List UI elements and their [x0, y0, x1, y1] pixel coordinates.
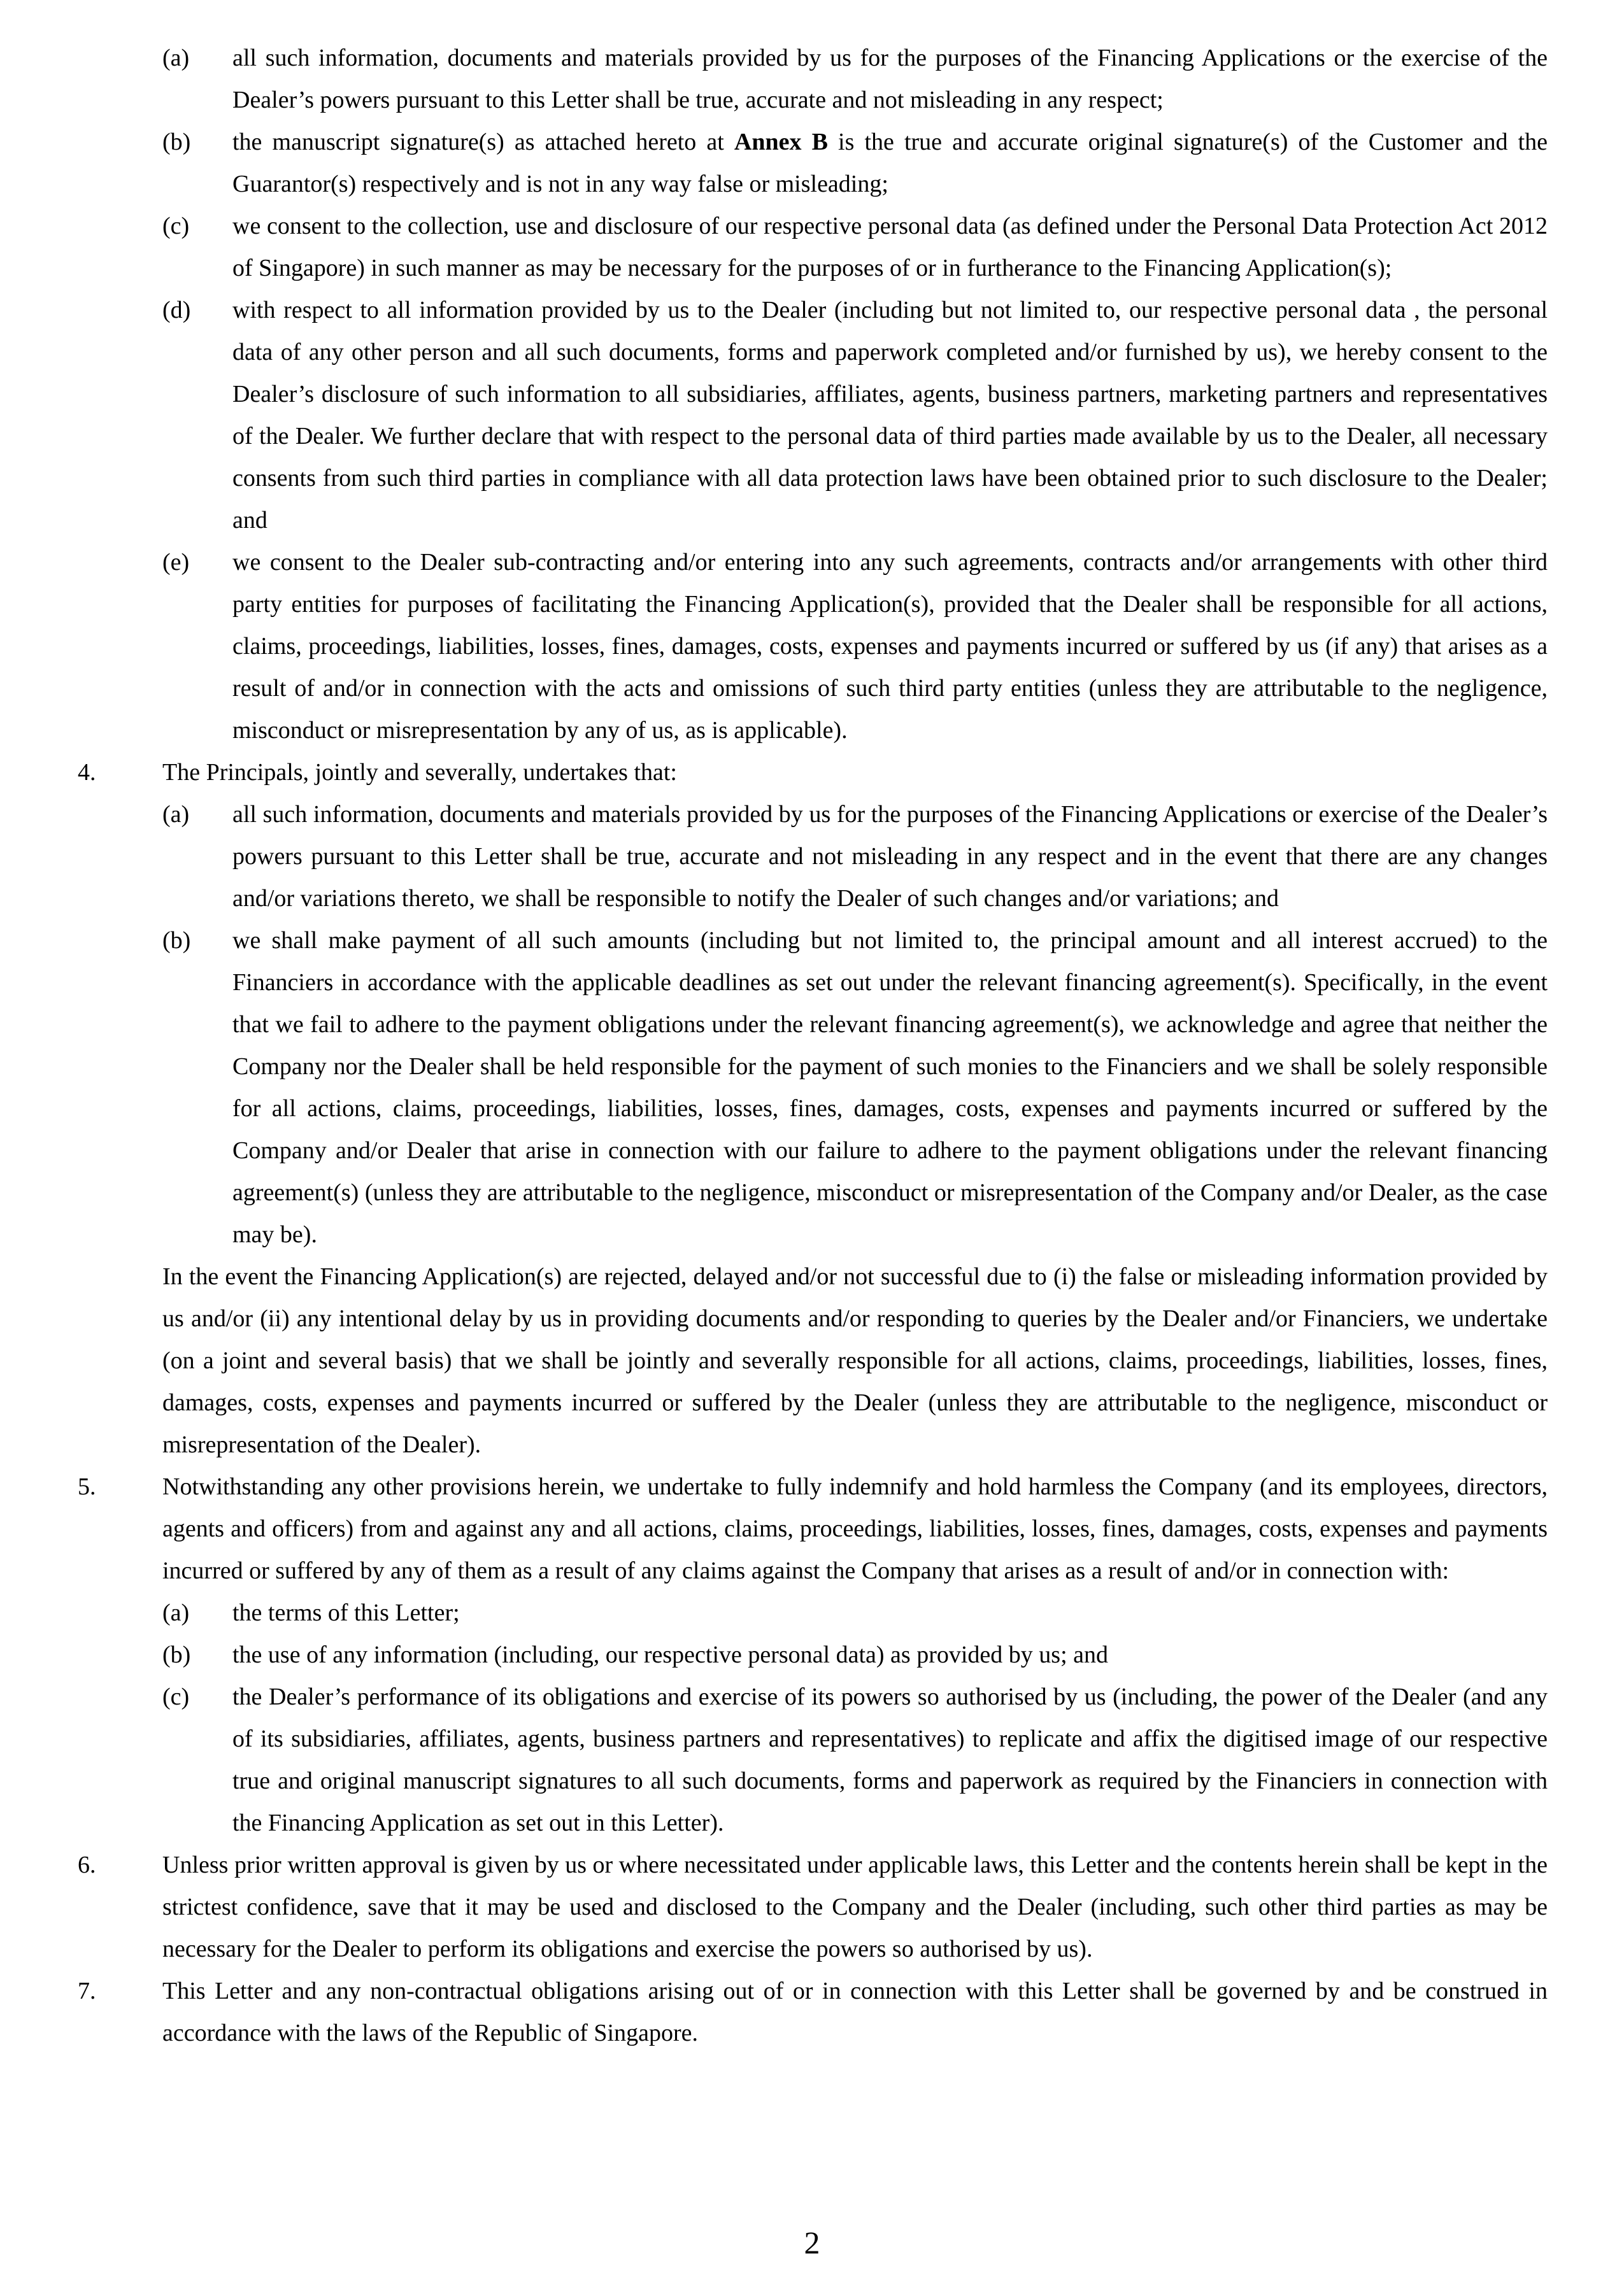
- item-text: with respect to all information provided by us to the Dealer (including but not limited to, our respective personal data , the personal data of any other person and all such documents, forms and paperwork completed and/or furnished by us), we hereby consent to the Dealer’s disclosure of such information to all subsidiaries, affiliates, agents, business partners, marketing partners and representatives of the Dealer. We further declare that with respect to the personal data of third parties made available by us to the Dealer, all necessary consents from such third parties in compliance with all data protection laws have been obtained prior to such disclosure to the Dealer; and: [232, 297, 1548, 534]
- clause-body: [162, 751, 1548, 1466]
- list-item-5c: [162, 1676, 1548, 1844]
- item-text-pre: the manuscript signature(s) as attached hereto at: [232, 129, 734, 155]
- clause-body: [162, 1844, 1548, 1970]
- item-marker: (c): [162, 1683, 190, 1710]
- item-marker: (b): [162, 1641, 191, 1668]
- item-marker: (a): [162, 1599, 190, 1626]
- item-marker: (b): [162, 927, 191, 954]
- list-item-a: [162, 37, 1548, 121]
- list-item-e: [162, 541, 1548, 751]
- clause-number: 5.: [78, 1473, 96, 1500]
- clause-lead: This Letter and any non-contractual obligations arising out of or in connection with this Letter shall be governed by and be construed in accordance with the laws of the Republic of Singapore.: [162, 1978, 1548, 2046]
- list-item-5a: [162, 1592, 1548, 1634]
- item-marker: (a): [162, 801, 190, 828]
- item-marker: (d): [162, 297, 191, 323]
- item-text: we consent to the Dealer sub-contracting and/or entering into any such agreements, contracts and/or arrangements with other third party entities for purposes of facilitating the Financing Application(s), provided that the Dealer shall be responsible for all actions, claims, proceedings, liabilities, losses, fines, damages, costs, expenses and payments incurred or suffered by us (if any) that arises as a result of and/or in connection with the acts and omissions of such third party entities (unless they are attributable to the negligence, misconduct or misrepresentation by any of us, as is applicable).: [232, 549, 1548, 744]
- clause-body: [162, 1970, 1548, 2054]
- clause-4: [78, 751, 1548, 1466]
- list-item-4a: [162, 793, 1548, 919]
- annex-b-reference: Annex B: [734, 129, 828, 155]
- clause-number: 4.: [78, 759, 96, 786]
- clause-lead: Notwithstanding any other provisions herein, we undertake to fully indemnify and hold harmless the Company (and its employees, directors, agents and officers) from and against any and all actions, claims, proceedings, liabilities, losses, fines, damages, costs, expenses and payments incurred or suffered by any of them as a result of any claims against the Company that arises as a result of and/or in connection with:: [162, 1473, 1548, 1584]
- item-text: the use of any information (including, our respective personal data) as provided by us; and: [232, 1641, 1108, 1668]
- clause-5: [78, 1466, 1548, 1844]
- item-text: we consent to the collection, use and disclosure of our respective personal data (as defined under the Personal Data Protection Act 2012 of Singapore) in such manner as may be necessary for the purposes of or in furtherance to the Financing Application(s);: [232, 213, 1548, 281]
- item-text: all such information, documents and materials provided by us for the purposes of the Financing Applications or exercise of the Dealer’s powers pursuant to this Letter shall be true, accurate and not misleading in any respect and in the event that there are any changes and/or variations thereto, we shall be responsible to notify the Dealer of such changes and/or variations; and: [232, 801, 1548, 912]
- list-item-d: [162, 289, 1548, 541]
- clause-number: 6.: [78, 1852, 96, 1878]
- item-marker: (e): [162, 549, 190, 576]
- clause-7: [78, 1970, 1548, 2054]
- item-marker: (c): [162, 213, 190, 239]
- list-item-b: [162, 121, 1548, 205]
- item-text: the terms of this Letter;: [232, 1599, 460, 1626]
- item-marker: (b): [162, 129, 191, 155]
- clause-lead: The Principals, jointly and severally, undertakes that:: [162, 759, 677, 786]
- item-text: we shall make payment of all such amounts (including but not limited to, the principal amount and all interest accrued) to the Financiers in accordance with the applicable deadlines as set out under the relevant financing agreement(s). Specifically, in the event that we fail to adhere to the payment obligations under the relevant financing agreement(s), we acknowledge and agree that neither the Company nor the Dealer shall be held responsible for the payment of such monies to the Financiers and we shall be solely responsible for all actions, claims, proceedings, liabilities, losses, fines, damages, costs, expenses and payments incurred or suffered by the Company and/or Dealer that arise in connection with our failure to adhere to the payment obligations under the relevant financing agreement(s) (unless they are attributable to the negligence, misconduct or misrepresentation of the Company and/or Dealer, as the case may be).: [232, 927, 1548, 1248]
- list-item-5b: [162, 1634, 1548, 1676]
- item-text: [232, 121, 1548, 205]
- clause-lead: Unless prior written approval is given by us or where necessitated under applicable laws, this Letter and the contents herein shall be kept in the strictest confidence, save that it may be used and disclosed to the Company and the Dealer (including, such other third parties as may be necessary for the Dealer to perform its obligations and exercise the powers so authorised by us).: [162, 1852, 1548, 1962]
- item-marker: (a): [162, 45, 190, 71]
- page-number: 2: [804, 2225, 820, 2260]
- item-text: all such information, documents and materials provided by us for the purposes of the Financing Applications or the exercise of the Dealer’s powers pursuant to this Letter shall be true, accurate and not misleading in any respect;: [232, 45, 1548, 113]
- list-item-c: [162, 205, 1548, 289]
- clause-body: [162, 1466, 1548, 1844]
- item-text: the Dealer’s performance of its obligations and exercise of its powers so authorised by us (including, the power of the Dealer (and any of its subsidiaries, affiliates, agents, business partners and representatives) to replicate and affix the digitised image of our respective true and original manuscript signatures to all such documents, forms and paperwork as required by the Financiers in connection with the Financing Application as set out in this Letter).: [232, 1683, 1548, 1836]
- list-item-4b: [162, 919, 1548, 1256]
- clause-number: 7.: [78, 1978, 96, 2004]
- clause-6: [78, 1844, 1548, 1970]
- intro-list: [162, 37, 1548, 751]
- item-text-post: is the true and accurate original signature(s) of the Customer and the Guarantor(s) respectively and is not in any way false or misleading;: [232, 129, 1548, 197]
- clause-4-continuation: In the event the Financing Application(s) are rejected, delayed and/or not successful due to (i) the false or misleading information provided by us and/or (ii) any intentional delay by us in providing documents and/or responding to queries by the Dealer and/or Financiers, we undertake (on a joint and several basis) that we shall be jointly and severally responsible for all actions, claims, proceedings, liabilities, losses, fines, damages, costs, expenses and payments incurred or suffered by the Dealer (unless they are attributable to the negligence, misconduct or misrepresentation of the Dealer).: [162, 1263, 1548, 1458]
